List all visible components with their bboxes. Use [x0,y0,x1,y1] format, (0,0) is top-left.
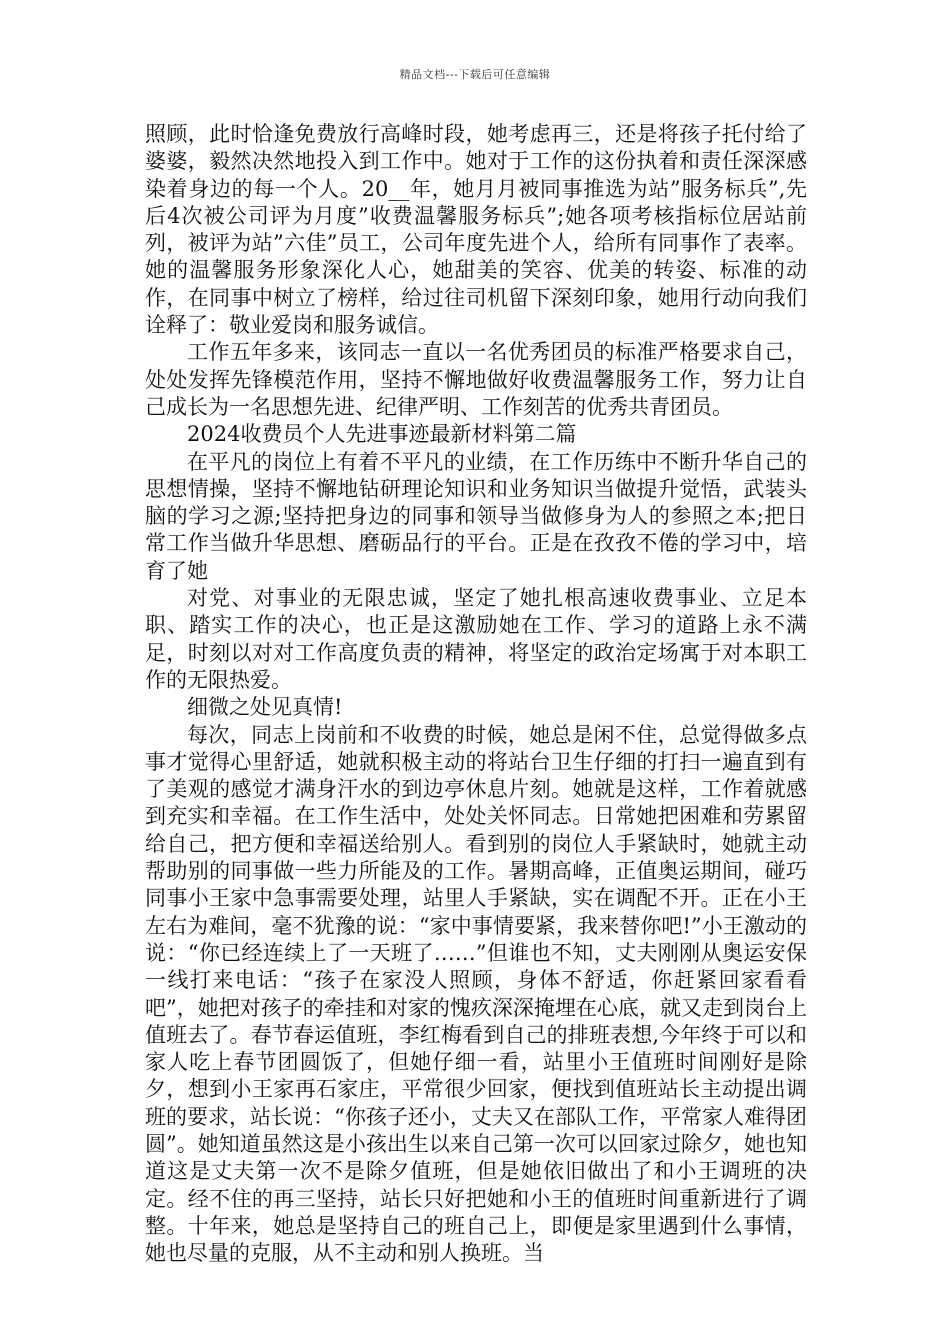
paragraph-4: 对党、对事业的无限忠诚，坚定了她扎根高速收费事业、立足本职、踏实工作的决心，也正是这激励她在工作、学习的道路上永不满足，时刻以对对工作高度负责的精神，将坚定的政治定场寓于对本职工作的无限热爱。 [145,586,807,692]
paragraph-6: 每次，同志上岗前和不收费的时候，她总是闲不住，总觉得做多点事才觉得心里舒适，她就积极主动的将站台卫生仔细的打扫一遍直到有了美观的感觉才满身汗水的到边亭休息片刻。她就是这样，工作着就感到充实和幸福。在工作生活中，处处关怀同志。日常她把困难和劳累留给自己，把方便和幸福送给别人。看到别的岗位人手紧缺时，她就主动帮助别的同事做一些力所能及的工作。暑期高峰，正值奥运期间，碰巧同事小王家中急事需要处理，站里人手紧缺，实在调配不开。正在小王左右为难间，毫不犹豫的说：“家中事情要紧，我来替你吧!”小王激动的说：“你已经连续上了一天班了……”但谁也不知，丈夫刚刚从奥运安保一线打来电话：“孩子在家没人照顾，身体不舒适，你赶紧回家看看吧”，她把对孩子的牵挂和对家的愧疚深深掩埋在心底，就又走到岗台上值班去了。春节春运值班，李红梅看到自己的排班表想,今年终于可以和家人吃上春节团圆饭了，但她仔细一看，站里小王值班时间刚好是除夕，想到小王家再石家庄，平常很少回家，便找到值班站长主动提出调班的要求，站长说：“你孩子还小，丈夫又在部队工作，平常家人难得团圆”。她知道虽然这是小孩出生以来自己第一次可以回家过除夕，她也知道这是丈夫第一次不是除夕值班，但是她依旧做出了和小王调班的决定。经不住的再三坚持，站长只好把她和小王的值班时间重新进行了调整。十年来，她总是坚持自己的班自己上，即便是家里遇到什么事情，她也尽量的克服，从不主动和别人换班。当 [145,722,807,1266]
paragraph-2: 工作五年多来，该同志一直以一名优秀团员的标准严格要求自己，处处发挥先锋模范作用，坚持不懈地做好收费温馨服务工作，努力让自己成长为一名思想先进、纪律严明、工作刻苦的优秀共青团员。 [145,340,807,419]
paragraph-1: 照顾，此时恰逢免费放行高峰时段，她考虑再三，还是将孩子托付给了婆婆，毅然决然地投入到工作中。她对于工作的这份执着和责任深深感染着身边的每一个人。20__年，她月月被同事推选为站”服务标兵”,先后4次被公司评为月度”收费温馨服务标兵”;她各项考核指标位居站前列，被评为站”六佳”员工，公司年度先进个人，给所有同事作了表率。她的温馨服务形象深化人心，她甜美的笑容、优美的转姿、标准的动作，在同事中树立了榜样，给过往司机留下深刻印象，她用行动向我们诠释了：敬业爱岗和服务诚信。 [145,122,807,338]
section-heading: 2024收费员个人先进事迹最新材料第二篇 [187,422,577,447]
document-body [145,121,807,1267]
paragraph-5: 细微之处见真情! [187,695,343,720]
paragraph-3: 在平凡的岗位上有着不平凡的业绩，在工作历练中不断升华自己的思想情操，坚持不懈地钻研理论知识和业务知识当做提升觉悟，武装头脑的学习之源;坚持把身边的同事和领导当做修身为人的参照之本;把日常工作当做升华思想、磨砺品行的平台。正是在孜孜不倦的学习中，培育了她 [145,449,807,583]
page-header: 精品文档---下载后可任意编辑 [399,68,551,81]
